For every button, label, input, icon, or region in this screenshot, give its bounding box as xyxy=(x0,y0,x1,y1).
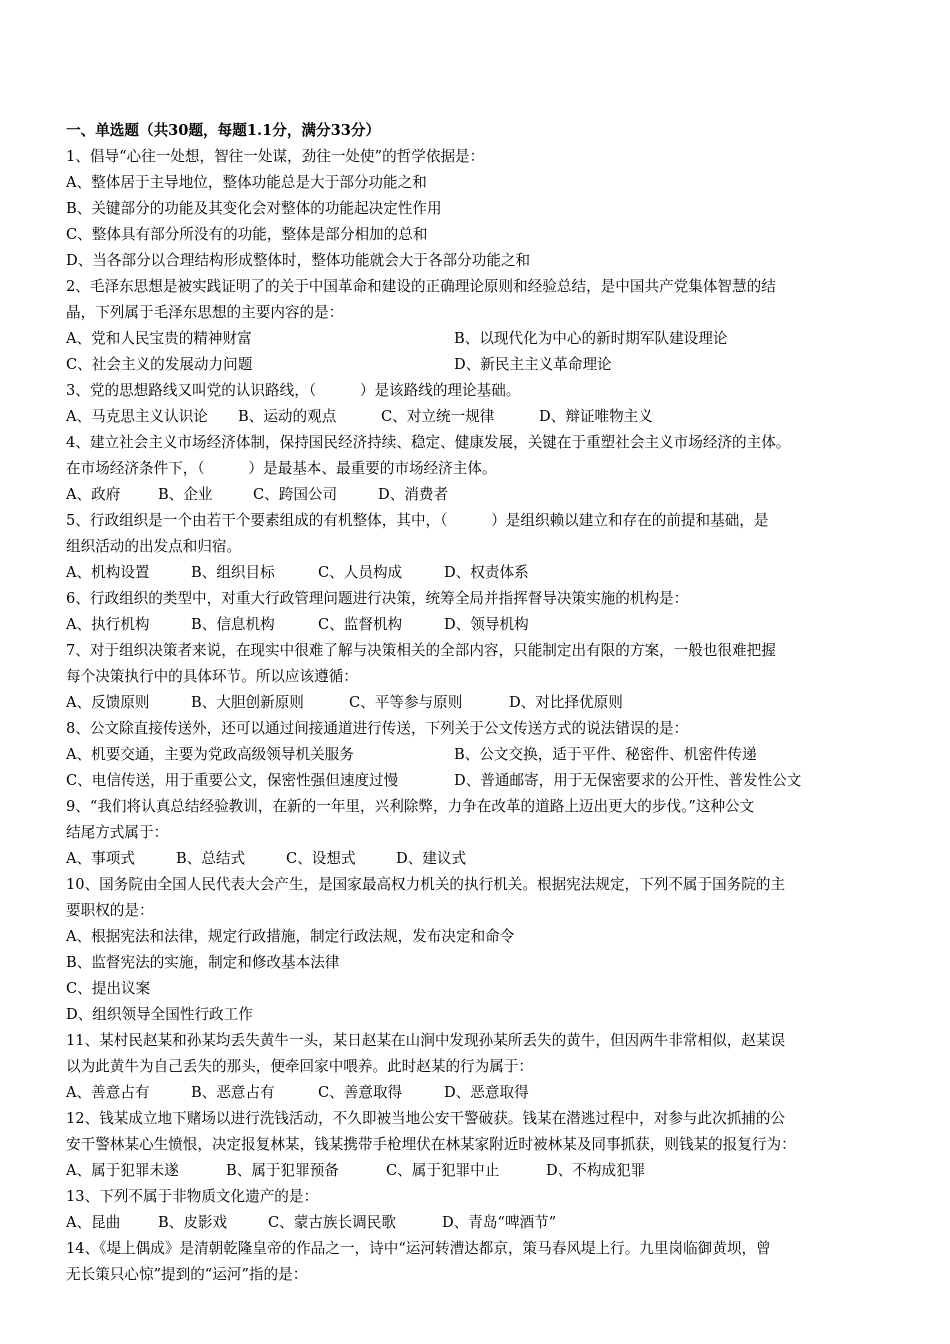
question-stem: 1、倡导“心往一处想，智往一处谋，劲往一处使”的哲学依据是： xyxy=(66,148,485,165)
option-c: C、监督机构 xyxy=(318,616,403,633)
option-b: B、企业 xyxy=(158,486,213,503)
option-d: D、新民主主义革命理论 xyxy=(454,356,612,373)
option-row xyxy=(66,612,886,638)
option-c: C、蒙古族长调民歌 xyxy=(268,1214,396,1231)
option-row xyxy=(66,1080,886,1106)
question-stem-cont: 晶，下列属于毛泽东思想的主要内容的是： xyxy=(66,304,344,321)
option-d: D、领导机构 xyxy=(444,616,529,633)
option-a: A、事项式 xyxy=(66,850,135,867)
option-a: A、机构设置 xyxy=(66,564,150,581)
question-stem-cont: 安干警林某心生愤恨，决定报复林某，钱某携带手枪埋伏在林某家附近时被林某及同事抓获，则钱某的报复行为： xyxy=(66,1136,796,1153)
question-stem-cont: 组织活动的出发点和归宿。 xyxy=(66,538,242,555)
option-row xyxy=(66,352,886,378)
option-b: B、恶意占有 xyxy=(191,1084,275,1101)
option-row xyxy=(66,482,886,508)
question-stem: 8、公文除直接传送外，还可以通过间接通道进行传送，下列关于公文传送方式的说法错误的是： xyxy=(66,720,689,737)
question-stem: 14、《堤上偶成》是清朝乾隆皇帝的作品之一，诗中“运河转漕达都京，策马春风堤上行。九里岗临御黄坝，曾 xyxy=(66,1240,771,1257)
option-c: C、善意取得 xyxy=(318,1084,403,1101)
option-c: C、平等参与原则 xyxy=(349,694,463,711)
option-c: C、提出议案 xyxy=(66,980,151,997)
option-c: C、人员构成 xyxy=(318,564,403,581)
option-a: A、机要交通，主要为党政高级领导机关服务 xyxy=(66,746,354,763)
option-d: D、权责体系 xyxy=(444,564,529,581)
option-b: B、属于犯罪预备 xyxy=(226,1162,339,1179)
option-c: C、对立统一规律 xyxy=(381,408,495,425)
option-b: B、皮影戏 xyxy=(158,1214,228,1231)
option-d: D、不构成犯罪 xyxy=(546,1162,646,1179)
option-row xyxy=(66,1210,886,1236)
option-c: C、跨国公司 xyxy=(253,486,338,503)
option-c: C、属于犯罪中止 xyxy=(386,1162,500,1179)
option-b: B、监督宪法的实施，制定和修改基本法律 xyxy=(66,954,340,971)
option-row xyxy=(66,768,886,794)
option-a: A、属于犯罪未遂 xyxy=(66,1162,179,1179)
option-d: D、对比择优原则 xyxy=(509,694,623,711)
question-stem: 13、下列不属于非物质文化遗产的是： xyxy=(66,1188,319,1205)
option-a: A、昆曲 xyxy=(66,1214,121,1231)
option-d: D、普通邮寄，用于无保密要求的公开性、普发性公文 xyxy=(454,772,802,789)
option-b: B、关键部分的功能及其变化会对整体的功能起决定性作用 xyxy=(66,200,442,217)
option-b: B、信息机构 xyxy=(191,616,275,633)
section-title: 一、单选题（共30题，每题1.1分，满分33分） xyxy=(66,122,381,139)
option-b: B、大胆创新原则 xyxy=(191,694,304,711)
option-row xyxy=(66,742,886,768)
option-d: D、当各部分以合理结构形成整体时，整体功能就会大于各部分功能之和 xyxy=(66,252,531,269)
question-stem: 3、党的思想路线又叫党的认识路线，（ ）是该路线的理论基础。 xyxy=(66,382,521,399)
option-d: D、建议式 xyxy=(396,850,467,867)
option-a: A、反馈原则 xyxy=(66,694,150,711)
option-a: A、执行机构 xyxy=(66,616,150,633)
question-stem: 11、某村民赵某和孙某均丢失黄牛一头，某日赵某在山涧中发现孙某所丢失的黄牛，但因两牛非常相似，赵某误 xyxy=(66,1032,786,1049)
option-a: A、政府 xyxy=(66,486,121,503)
question-stem: 5、行政组织是一个由若干个要素组成的有机整体，其中，（ ）是组织赖以建立和存在的前提和基础，是 xyxy=(66,512,769,529)
question-stem-cont: 要职权的是： xyxy=(66,902,154,919)
option-b: B、以现代化为中心的新时期军队建设理论 xyxy=(454,330,728,347)
question-stem-cont: 每个决策执行中的具体环节。所以应该遵循： xyxy=(66,668,358,685)
option-d: D、青岛“啤酒节” xyxy=(442,1214,557,1231)
option-b: B、组织目标 xyxy=(191,564,275,581)
question-stem-cont: 结尾方式属于： xyxy=(66,824,169,841)
question-stem-cont: 以为此黄牛为自己丢失的那头，便牵回家中喂养。此时赵某的行为属于： xyxy=(66,1058,534,1075)
option-d: D、消费者 xyxy=(378,486,449,503)
question-stem: 7、对于组织决策者来说，在现实中很难了解与决策相关的全部内容，只能制定出有限的方案，一般也很难把握 xyxy=(66,642,776,659)
question-stem: 12、钱某成立地下赌场以进行洗钱活动，不久即被当地公安干警破获。钱某在潜逃过程中，对参与此次抓捕的公 xyxy=(66,1110,786,1127)
question-stem: 2、毛泽东思想是被实践证明了的关于中国革命和建设的正确理论原则和经验总结，是中国共产党集体智慧的结 xyxy=(66,278,776,295)
option-row xyxy=(66,1158,886,1184)
option-row xyxy=(66,326,886,352)
option-a: A、善意占有 xyxy=(66,1084,150,1101)
option-d: D、恶意取得 xyxy=(444,1084,529,1101)
option-a: A、根据宪法和法律，规定行政措施，制定行政法规，发布决定和命令 xyxy=(66,928,515,945)
option-a: A、党和人民宝贵的精神财富 xyxy=(66,330,252,347)
option-b: B、总结式 xyxy=(176,850,246,867)
option-c: C、社会主义的发展动力问题 xyxy=(66,356,253,373)
exam-page xyxy=(66,118,886,1288)
question-stem-cont: 无长策只心惊”提到的“运河”指的是： xyxy=(66,1266,308,1283)
option-row xyxy=(66,846,886,872)
option-row xyxy=(66,690,886,716)
question-stem: 4、建立社会主义市场经济体制，保持国民经济持续、稳定、健康发展，关键在于重塑社会主义市场经济的主体。 xyxy=(66,434,791,451)
option-a: A、整体居于主导地位，整体功能总是大于部分功能之和 xyxy=(66,174,427,191)
option-row xyxy=(66,560,886,586)
option-c: C、整体具有部分所没有的功能，整体是部分相加的总和 xyxy=(66,226,428,243)
option-d: D、组织领导全国性行政工作 xyxy=(66,1006,253,1023)
question-stem-cont: 在市场经济条件下，（ ）是最基本、最重要的市场经济主体。 xyxy=(66,460,497,477)
question-stem: 9、“我们将认真总结经验教训，在新的一年里，兴利除弊，力争在改革的道路上迈出更大的步伐。”这种公文 xyxy=(66,798,755,815)
option-d: D、辩证唯物主义 xyxy=(539,408,653,425)
option-c: C、电信传送，用于重要公文，保密性强但速度过慢 xyxy=(66,772,399,789)
option-a: A、马克思主义认识论 xyxy=(66,408,208,425)
option-c: C、设想式 xyxy=(286,850,356,867)
question-stem: 10、国务院由全国人民代表大会产生，是国家最高权力机关的执行机关。根据宪法规定，下列不属于国务院的主 xyxy=(66,876,786,893)
question-stem: 6、行政组织的类型中，对重大行政管理问题进行决策，统筹全局并指挥督导决策实施的机构是： xyxy=(66,590,689,607)
option-row xyxy=(66,404,886,430)
option-b: B、运动的观点 xyxy=(238,408,337,425)
option-b: B、公文交换，适于平件、秘密件、机密件传递 xyxy=(454,746,757,763)
